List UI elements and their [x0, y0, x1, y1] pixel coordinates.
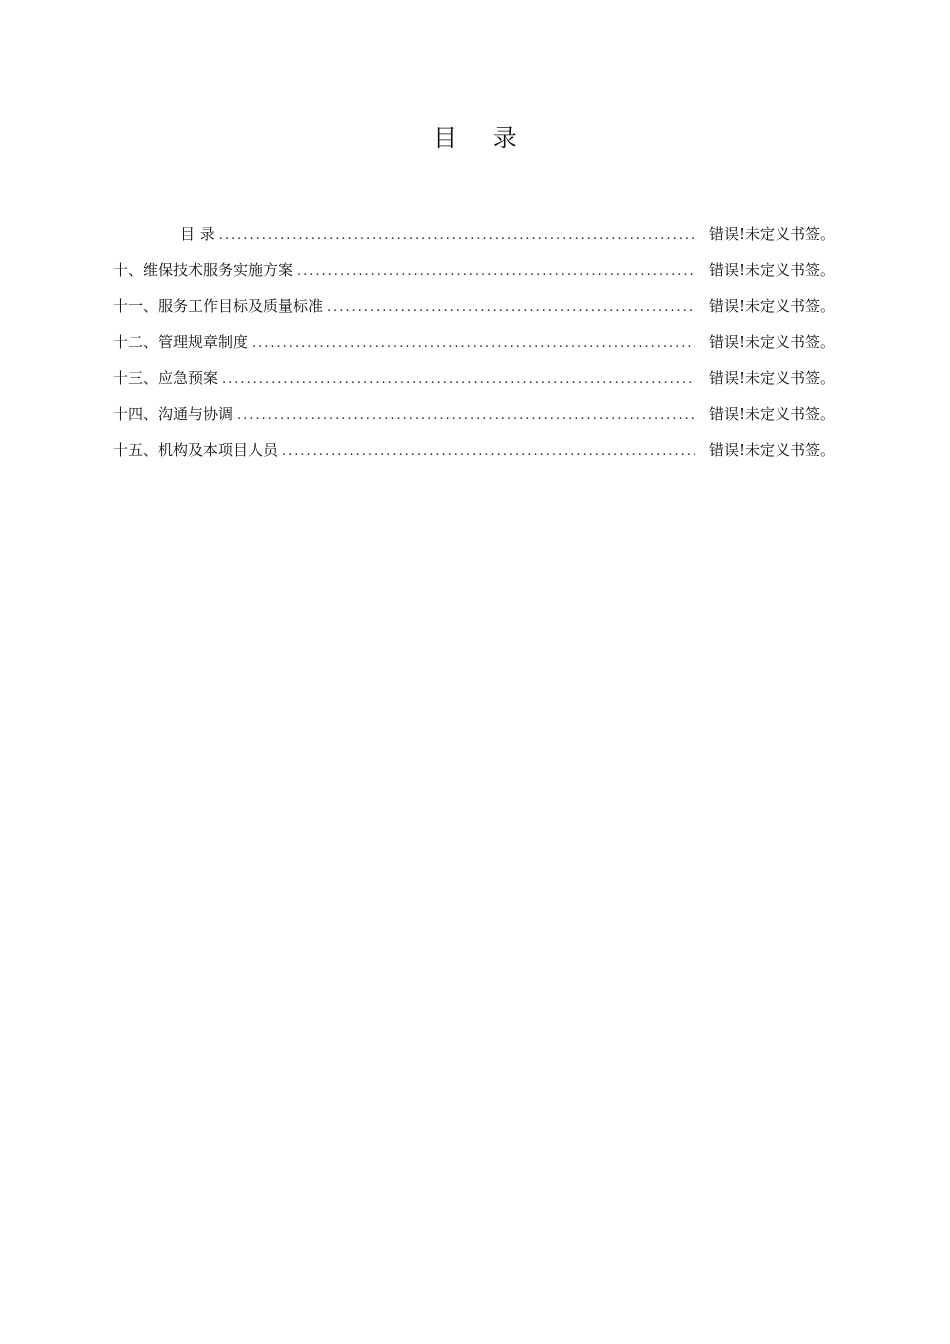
toc-dot-leader — [327, 296, 695, 320]
toc-list — [113, 222, 835, 474]
toc-entry-label: 十一、服务工作目标及质量标准 — [113, 297, 324, 315]
toc-dot-leader — [282, 440, 695, 464]
toc-entry-page-ref: 错误!未定义书签。 — [708, 369, 835, 387]
toc-entry-label: 目 录 — [180, 225, 215, 243]
toc-entry-page-ref: 错误!未定义书签。 — [708, 333, 835, 351]
toc-entry-page-ref: 错误!未定义书签。 — [708, 297, 835, 315]
toc-entry-label: 十二、管理规章制度 — [113, 333, 249, 351]
toc-entry-page-ref: 错误!未定义书签。 — [708, 441, 835, 459]
toc-dot-leader — [237, 404, 695, 428]
toc-entry[interactable] — [113, 366, 835, 402]
toc-entry[interactable] — [113, 402, 835, 438]
toc-entry-label: 十四、沟通与协调 — [113, 405, 234, 423]
toc-dot-leader — [297, 260, 695, 284]
toc-entry[interactable] — [113, 438, 835, 474]
toc-entry[interactable] — [113, 294, 835, 330]
toc-entry-page-ref: 错误!未定义书签。 — [708, 405, 835, 423]
toc-dot-leader — [219, 224, 695, 248]
toc-entry-label: 十、维保技术服务实施方案 — [113, 261, 294, 279]
toc-title: 目 录 — [433, 124, 531, 152]
toc-dot-leader — [252, 332, 695, 356]
toc-entry-label: 十三、应急预案 — [113, 369, 219, 387]
toc-entry[interactable] — [113, 222, 835, 258]
toc-entry[interactable] — [113, 330, 835, 366]
toc-entry-page-ref: 错误!未定义书签。 — [708, 225, 835, 243]
toc-entry-page-ref: 错误!未定义书签。 — [708, 261, 835, 279]
toc-dot-leader — [222, 368, 695, 392]
toc-entry[interactable] — [113, 258, 835, 294]
toc-entry-label: 十五、机构及本项目人员 — [113, 441, 279, 459]
